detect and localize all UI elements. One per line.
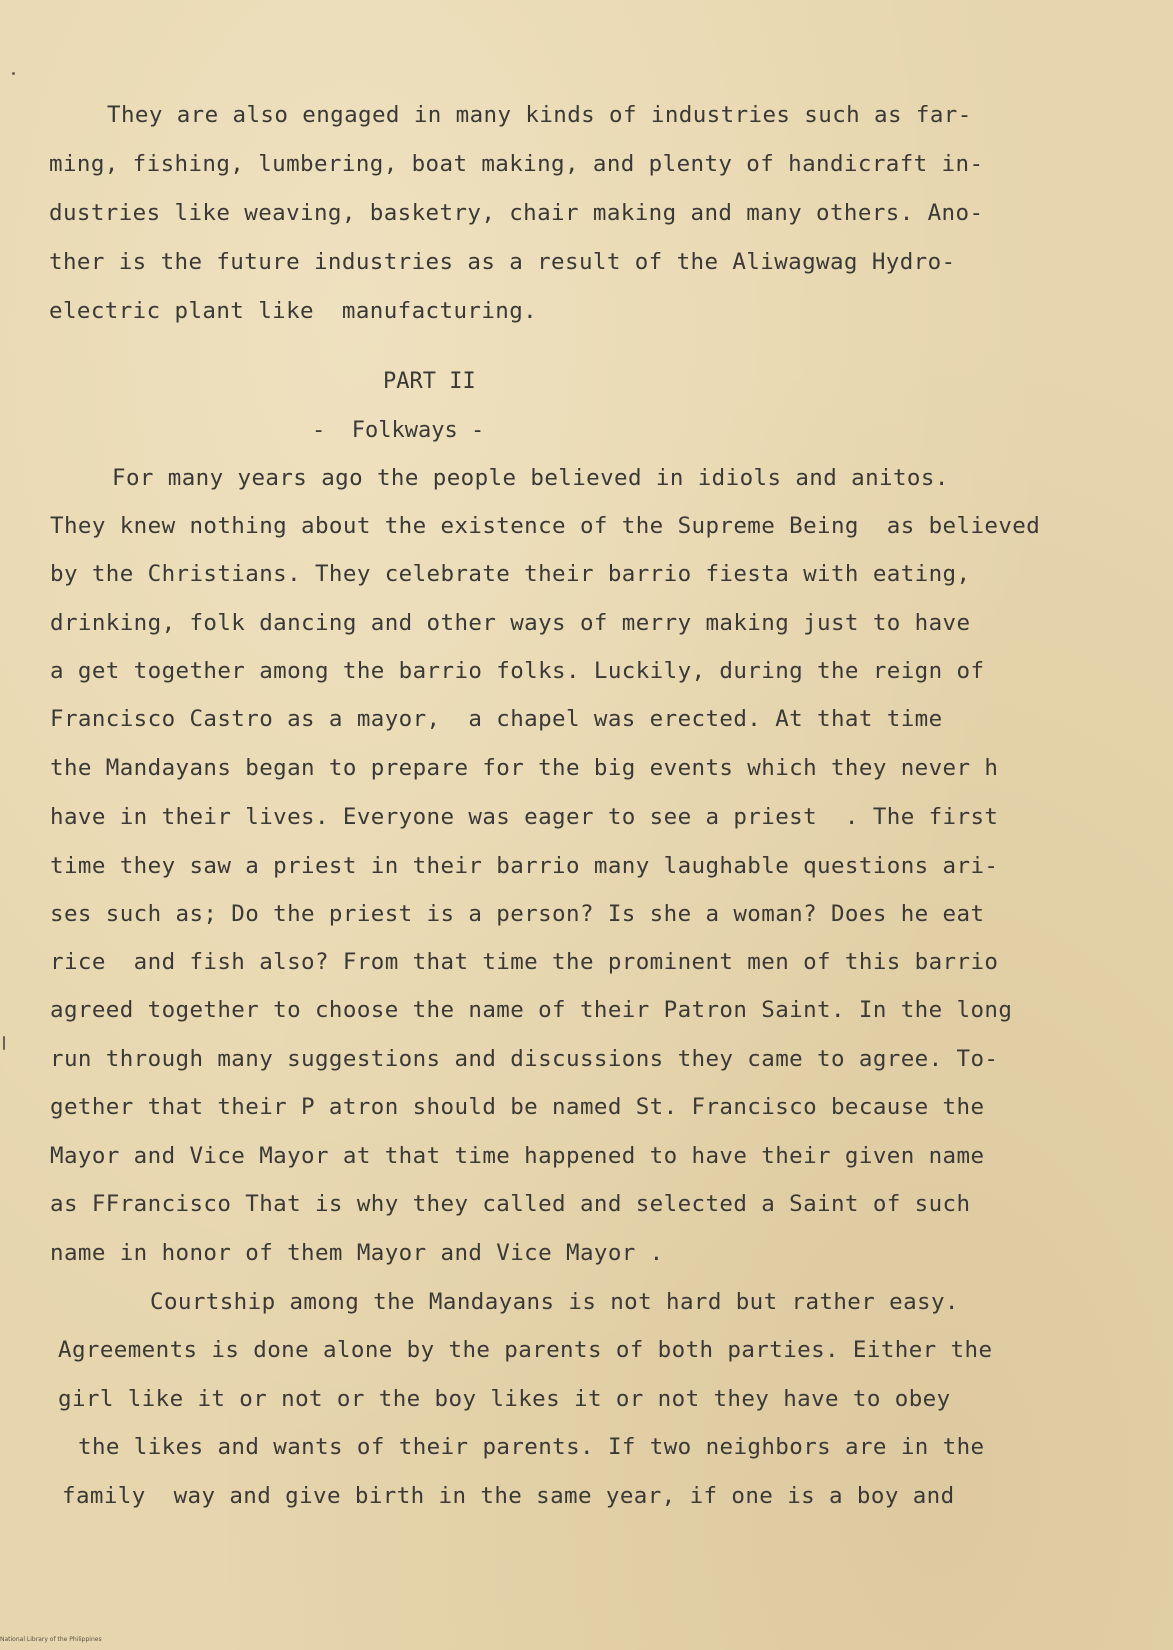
section-title: - Folkways - (312, 418, 485, 443)
text-line: girl like it or not or the boy likes it or not they have to obey (58, 1386, 951, 1412)
text-line: time they saw a priest in their barrio many laughable questions ari- (50, 853, 999, 879)
text-line: ming, fishing, lumbering, boat making, and plenty of handicraft in- (49, 151, 984, 177)
text-line: They are also engaged in many kinds of industries such as far- (107, 102, 972, 128)
paper-speck (3, 1036, 5, 1050)
text-line: a get together among the barrio folks. Luckily, during the reign of (50, 658, 985, 684)
text-line: family way and give birth in the same year, if one is a boy and (62, 1483, 955, 1509)
text-line: the Mandayans began to prepare for the big events which they never h (50, 755, 999, 781)
text-line: as FFrancisco That is why they called and selected a Saint of such (50, 1191, 971, 1217)
text-line: rice and fish also? From that time the prominent men of this barrio (50, 949, 999, 975)
text-line: the likes and wants of their parents. If two neighbors are in the (78, 1434, 985, 1460)
text-line: agreed together to choose the name of their Patron Saint. In the long (50, 997, 1013, 1023)
text-line: have in their lives. Everyone was eager to see a priest . The first (50, 804, 999, 830)
text-line: electric plant like manufacturing. (49, 298, 538, 324)
text-line: run through many suggestions and discussions they came to agree. To- (50, 1046, 999, 1072)
text-line: Francisco Castro as a mayor, a chapel was erected. At that time (50, 706, 943, 732)
text-line: Mayor and Vice Mayor at that time happened to have their given name (50, 1143, 985, 1169)
text-line: name in honor of them Mayor and Vice Mayor . (50, 1240, 664, 1266)
footer-credit: National Library of the Philippines (0, 1636, 102, 1643)
text-line: drinking, folk dancing and other ways of merry making just to have (50, 610, 971, 636)
paper-speck (12, 72, 15, 75)
part-title: PART II (383, 369, 476, 394)
text-line: ses such as; Do the priest is a person? Is she a woman? Does he eat (50, 901, 985, 927)
text-line: For many years ago the people believed in idiols and anitos. (112, 465, 949, 491)
text-line: by the Christians. They celebrate their barrio fiesta with eating, (50, 561, 971, 587)
text-line: ther is the future industries as a result of the Aliwagwag Hydro- (49, 249, 956, 275)
text-line: Agreements is done alone by the parents of both parties. Either the (58, 1337, 993, 1363)
text-line: gether that their P atron should be named St. Francisco because the (50, 1094, 985, 1120)
text-line: They knew nothing about the existence of the Supreme Being as believed (50, 513, 1041, 539)
text-line: dustries like weaving, basketry, chair making and many others. Ano- (49, 200, 984, 226)
text-line: Courtship among the Mandayans is not hard but rather easy. (150, 1289, 959, 1315)
